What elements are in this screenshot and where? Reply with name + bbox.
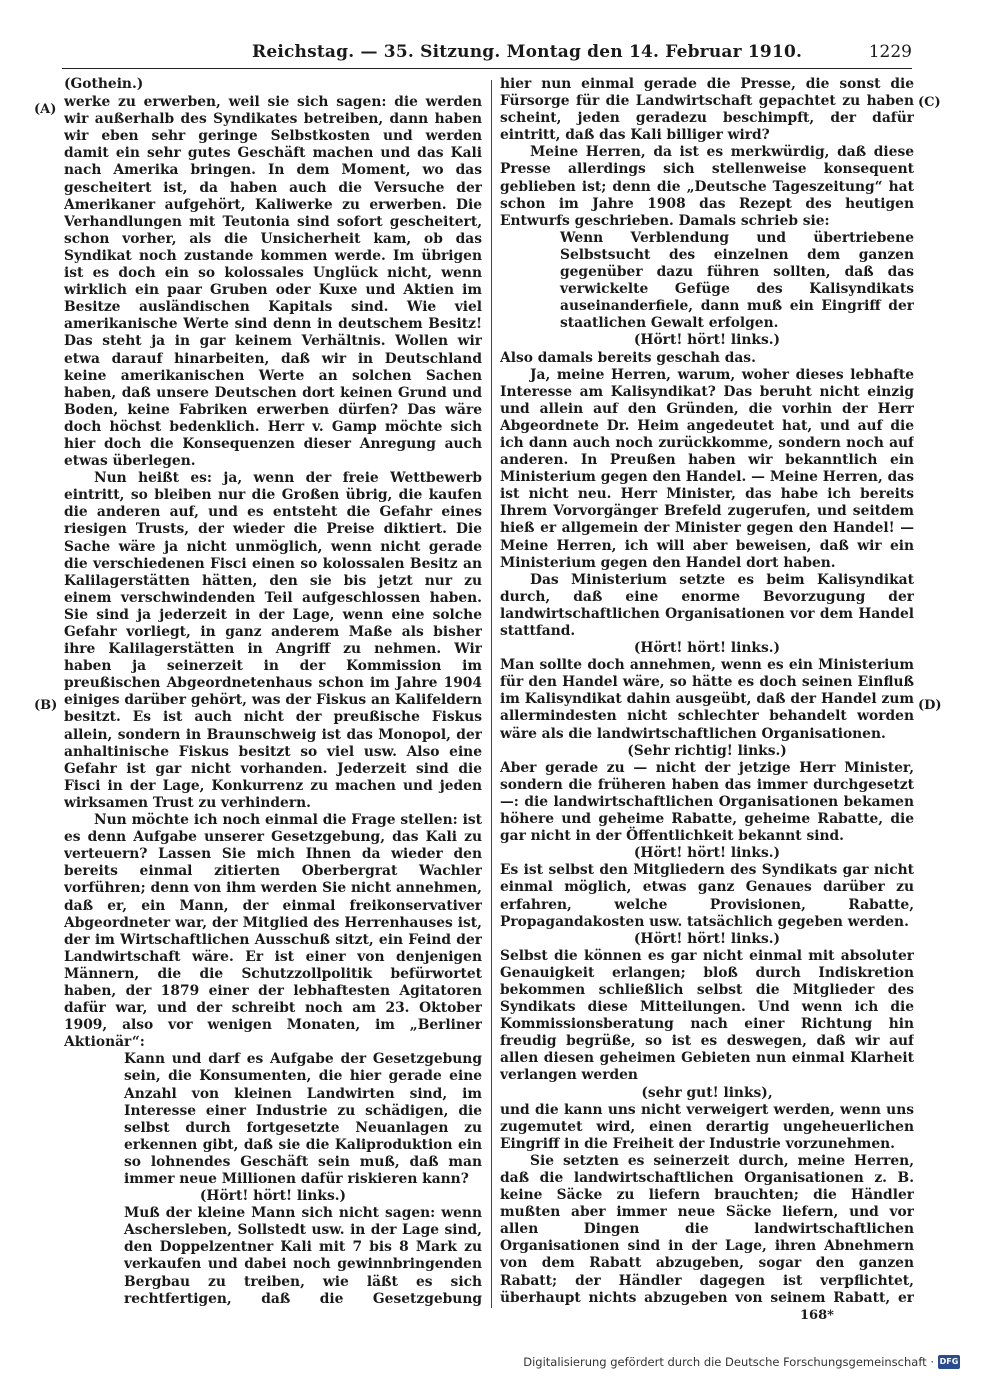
speaker-label: (Gothein.) — [64, 76, 144, 92]
sheet-marker: 168* — [800, 1308, 834, 1323]
interjection: (Sehr richtig! links.) — [627, 742, 787, 759]
block-quote: Wenn Verblendung und übertriebene Selbstsucht des einzelnen dem ganzen gegenüber dazu führen sollten, daß das verwickelte Gefüge des Kalisyndikats auseinanderfiele, dann muß ein Eingriff der staatlichen Gewalt erfolgen. — [560, 229, 914, 332]
page-number: 1229 — [868, 42, 912, 62]
paragraph: Sie setzten es seinerzeit durch, meine Herren, daß die landwirtschaftlichen Organisationen z. B. keine Säcke zu liefern brauchten; die Händler mußten aber immer neue Säcke liefern, und vor allen Dingen die landwirtschaftlichen Organisationen sind in der Lage, ihren Abnehmern von dem Rabatt abzugeben, sogar den ganzen Rabatt; der Händler dagegen ist verpflichtet, überhaupt nichts abzugeben von seinem Rabatt, er — [500, 1152, 914, 1306]
paragraph: Das Ministerium setzte es beim Kalisyndikat durch, daß eine enorme Bevorzugung der landwirtschaftlichen Organisationen vor dem Handel stattfand. — [500, 571, 914, 639]
paragraph: Meine Herren, da ist es merkwürdig, daß diese Presse allerdings sich stellenweise konsequent geblieben ist; denn die „Deutsche Tageszeitung“ hat schon im Jahre 1908 das Rezept des heutigen Entwurfs geschrieben. Damals schrieb sie: — [500, 144, 914, 229]
block-quote: Kann und darf es Aufgabe der Gesetzgebung sein, die Konsumenten, die hier gerade eine Anzahl von kleinen Landwirten sind, im Interesse einer Industrie zu schädigen, die selbst durch fortgesetzte Neuanlagen zu erkennen gibt, daß sie die Kaliproduktion ein so lohnendes Geschäft sein muß, daß man immer neue Millionen dafür riskieren kann? — [124, 1051, 482, 1187]
margin-mark-d: (D) — [918, 698, 942, 713]
interjection: (Hört! hört! links.) — [633, 930, 781, 947]
margin-mark-c: (C) — [918, 95, 941, 110]
left-column — [64, 76, 482, 1308]
paragraph: hier nun einmal gerade die Presse, die sonst die Fürsorge für die Landwirtschaft gepachtet zu haben scheint, jeden geradezu beschimpft, der dafür eintritt, daß das Kali billiger wird? — [500, 76, 914, 144]
interjection: (Hört! hört! links.) — [633, 845, 781, 862]
margin-mark-a: (A) — [34, 102, 57, 117]
paragraph: Es ist selbst den Mitgliedern des Syndikats gar nicht einmal möglich, etwas ganz Genaues darüber zu erfahren, welche Provisionen, Rabatte, Propagandakosten usw. tatsächlich gegeben werden. — [500, 862, 914, 930]
paragraph: Aber gerade zu — nicht der jetzige Herr Minister, sondern die früheren haben das immer durchgesetzt —: die landwirtschaftlichen Organisationen bekamen höhere und geheime Rabatte, geheime Rabatte, die gar nicht in der Öffentlichkeit bekannt sind. — [500, 759, 914, 845]
credit-text: Digitalisierung gefördert durch die Deutsche Forschungsgemeinschaft · — [523, 1355, 934, 1369]
interjection: (sehr gut! links), — [641, 1084, 773, 1101]
paragraph: Selbst die können es gar nicht einmal mit absoluter Genauigkeit erlangen; bloß durch Indiskretion bekommen schließlich selbst die Mitglieder des Syndikats diese Mitteilungen. Und wenn ich die Kommissionsberatung nach einer Richtung hin freudig begrüße, so ist es deswegen, daß wir auf allen diesen geheimen Gebieten nun einmal Klarheit verlangen werden — [500, 947, 914, 1084]
dfg-logo-icon: DFG — [938, 1355, 960, 1369]
paragraph: Also damals bereits geschah das. — [500, 349, 756, 366]
paragraph: Man sollte doch annehmen, wenn es ein Ministerium für den Handel wäre, so hätte es doch seinen Einfluß im Kalisyndikat dahin ausgeübt, daß der Handel zum allermindesten nicht schlechter behandelt worden wäre als die landwirtschaftlichen Organisationen. — [500, 657, 914, 742]
block-quote: Muß der kleine Mann sich nicht sagen: wenn Aschersleben, Sollstedt usw. in der Lage sind, den Doppelzentner Kali mit 7 bis 8 Mark zu verkaufen und dabei noch gewinnbringenden Bergbau zu treiben, wie läßt es sich rechtfertigen, daß die Gesetzgebung — [124, 1205, 482, 1307]
running-title: Reichstag. — 35. Sitzung. Montag den 14. Februar 1910. — [252, 42, 803, 62]
digitization-credit — [523, 1355, 960, 1369]
paragraph: Nun möchte ich noch einmal die Frage stellen: ist es denn Aufgabe unserer Gesetzgebung, das Kali zu verteuern? Lassen Sie mich Ihnen da wieder den bereits einmal zitierten Oberbergrat Wachler vorführen; denn von ihm werden Sie nicht annehmen, daß er, ein Mann, der einmal freikonservativer Abgeordneter war, der Mitglied des Herrenhauses ist, der im Wirtschaftlichen Ausschuß sitzt, ein Feind der Landwirtschaft wäre. Er ist einer von denjenigen Männern, die die Schutzzollpolitik befürwortet haben, der 1879 einer der lebhaftesten Agitatoren dafür war, und der schreibt noch am 23. Oktober 1909, also vor wenigen Monaten, im „Berliner Aktionär“: — [64, 812, 482, 1051]
interjection: (Hört! hört! links.) — [633, 640, 781, 657]
interjection: (Hört! hört! links.) — [633, 332, 781, 349]
paragraph: Ja, meine Herren, warum, woher dieses lebhafte Interesse am Kalisyndikat? Das beruht nicht einzig und allein auf den Gründen, die vorhin der Herr Abgeordnete Dr. Heim angedeutet hat, und auf die ich dann auch noch zurückkomme, sondern noch auf anderen. In Preußen haben wir bekanntlich ein Ministerium gegen den Handel. — Meine Herren, das ist nicht neu. Herr Minister, das habe ich bereits Ihrem Vorvorgänger Brefeld zugerufen, und seitdem hieß er allgemein der Minister gegen den Handel! — Meine Herren, ich will aber beweisen, daß wir ein Ministerium gegen den Handel dort haben. — [500, 366, 914, 571]
column-divider — [491, 80, 492, 1308]
paragraph: und die kann uns nicht verweigert werden, wenn uns zugemutet wird, einen derartig ungeheuerlichen Eingriff in die Freiheit der Industrie vorzunehmen. — [500, 1101, 914, 1152]
page-header — [62, 40, 912, 69]
paragraph: Nun heißt es: ja, wenn der freie Wettbewerb eintritt, so bleiben nur die Großen übrig, die kaufen die anderen auf, und es entsteht die Gefahr eines riesigen Trusts, der wieder die Preise diktiert. Die Sache wäre ja nicht unmöglich, wenn nicht gerade die verschiedenen Fisci einen so kolossalen Besitz an Kalilagerstätten hätten, den sie bis jetzt nur zu einem verschwindenden Teil aufgeschlossen haben. Sie sind ja jederzeit in der Lage, wenn eine solche Gefahr vorliegt, in ganz anderem Maße als bisher ihre Kalilagerstätten in Angriff zu nehmen. Wir haben ja seinerzeit in der Kommission im preußischen Abgeordnetenhaus schon im Jahre 1904 einiges darüber gehört, was der Fiskus an Kalifeldern besitzt. Es ist auch nicht der preußische Fiskus allein, sondern in Braunschweig ist das Monopol, der anhaltinische Fiskus besitzt so viel usw. Also eine Gefahr ist gar nicht vorhanden. Jederzeit sind die Fisci in der Lage, Konkurrenz zu machen und jeden wirksamen Trust zu verhindern. — [64, 470, 482, 811]
paragraph: werke zu erwerben, weil sie sich sagen: die werden wir außerhalb des Syndikates betreiben, dann haben wir eben sehr geringe Selbstkosten und werden damit ein sehr gutes Geschäft machen und das Kali nach Amerika bringen. In dem Moment, wo das gescheitert ist, da haben auch die Versuche der Amerikaner aufgehört, Kaliwerke zu erwerben. Die Verhandlungen mit Teutonia sind sofort gescheitert, schon vorher, als die Unsicherheit kam, ob das Syndikat noch zustande kommen werde. Im übrigen ist es doch ein so kolossales Unglück nicht, wenn wirklich ein paar Gruben oder Kuxe und Aktien im Besitze ausländischen Kapitals sind. Wie viel amerikanische Werte sind denn in deutschem Besitz! Das steht ja in gar keinem Verhältnis. Wollen wir etwa darauf hinarbeiten, daß wir in Deutschland keine amerikanischen Werte an solchen Sachen haben, daß unsere Deutschen dort keinen Grund und Boden, keine Fabriken erwerben dürfen? Das wäre doch höchst bedenklich. Herr v. Gamp möchte sich hier doch die Konsequenzen dieser Anregung auch etwas überlegen. — [64, 94, 482, 470]
margin-mark-b: (B) — [34, 698, 58, 713]
interjection: (Hört! hört! links.) — [199, 1188, 347, 1205]
right-column — [500, 76, 914, 1308]
